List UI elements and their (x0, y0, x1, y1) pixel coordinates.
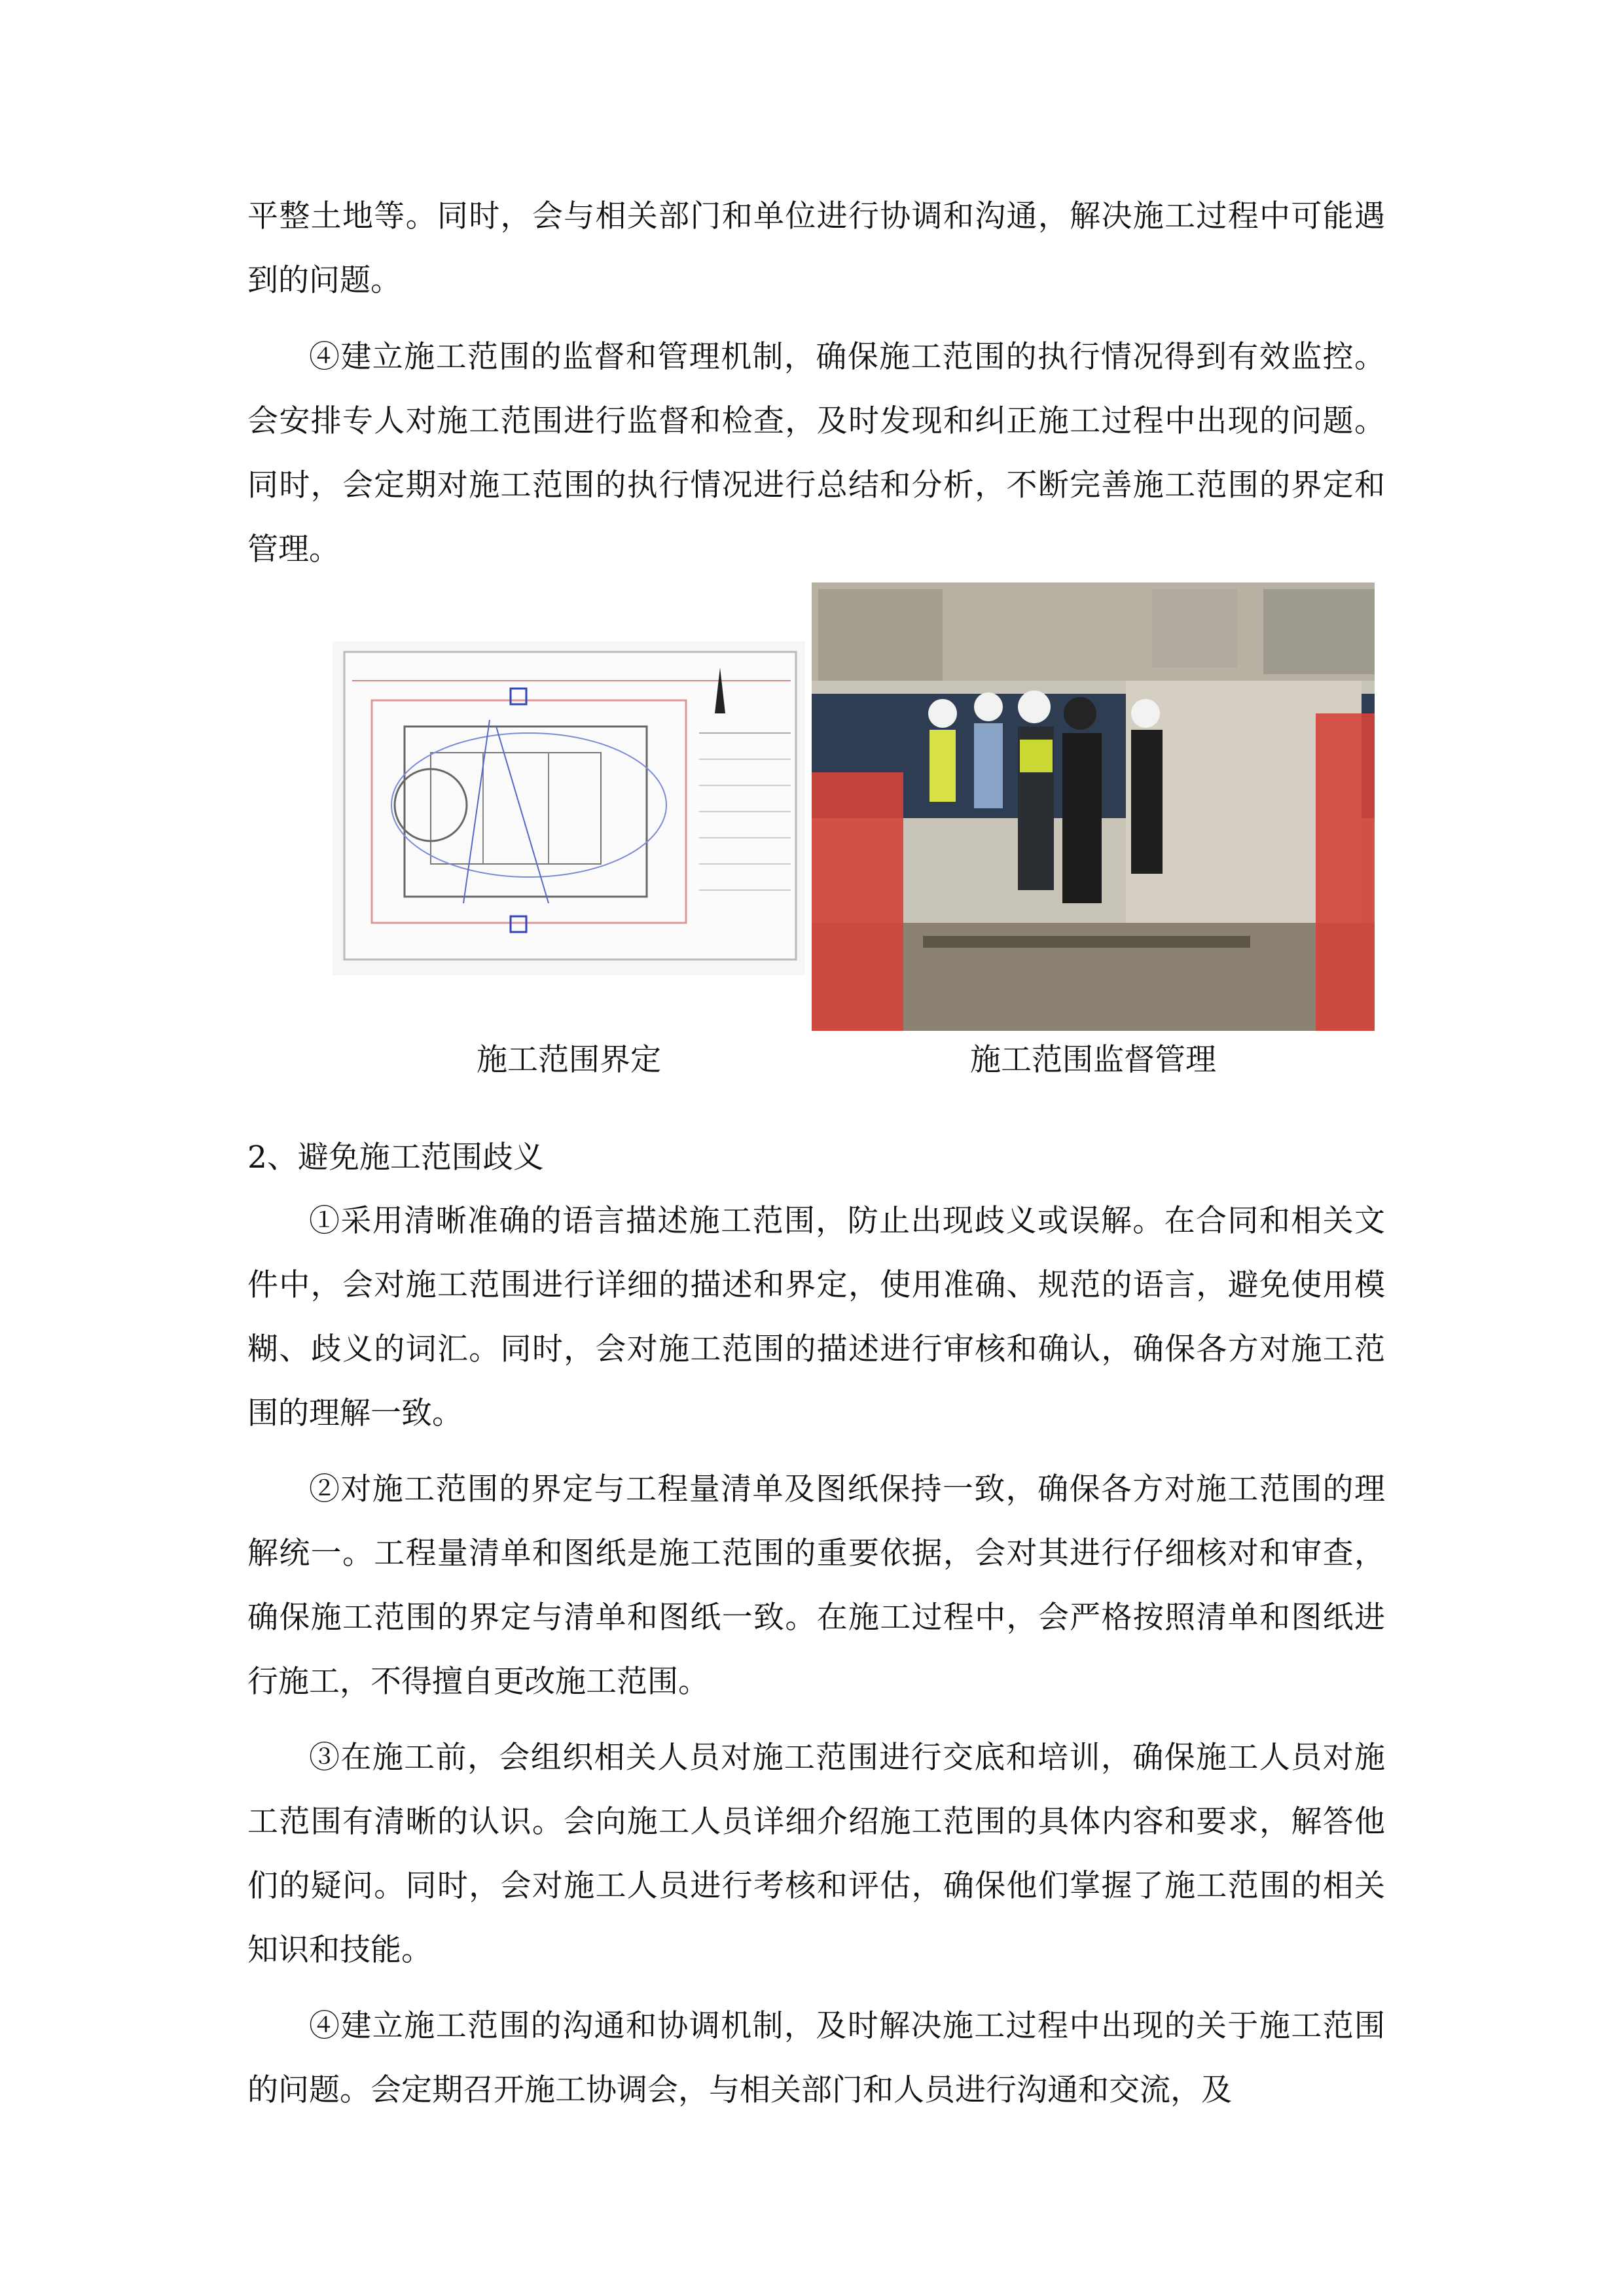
paragraph-clear-language: ①采用清晰准确的语言描述施工范围，防止出现歧义或误解。在合同和相关文件中，会对施工范围进行详细的描述和界定，使用准确、规范的语言，避免使用模糊、歧义的词汇。同时，会对施工范围的描述进行审核和确认，确保各方对施工范围的理解一致。 (247, 1203, 1385, 1431)
paragraph-continued: 平整土地等。同时，会与相关部门和单位进行协调和沟通，解决施工过程中可能遇到的问题。 (247, 198, 1385, 298)
photo-caption: 施工范围监督管理 (970, 1042, 1216, 1078)
paragraph-training: ③在施工前，会组织相关人员对施工范围进行交底和培训，确保施工人员对施工范围有清晰的认识。会向施工人员详细介绍施工范围的具体内容和要求，解答他们的疑问。同时，会对施工人员进行考核和评估，确保他们掌握了施工范围的相关知识和技能。 (247, 1740, 1385, 1968)
site-photo-illustration (812, 583, 1375, 1031)
paragraph-coordination: ④建立施工范围的沟通和协调机制，及时解决施工过程中出现的关于施工范围的问题。会定期召开施工协调会，与相关部门和人员进行沟通和交流，及 (247, 2008, 1385, 2108)
paragraph-consistency: ②对施工范围的界定与工程量清单及图纸保持一致，确保各方对施工范围的理解统一。工程量清单和图纸是施工范围的重要依据，会对其进行仔细核对和审查，确保施工范围的界定与清单和图纸一致。在施工过程中，会严格按照清单和图纸进行施工，不得擅自更改施工范围。 (247, 1471, 1385, 1700)
section-heading: 2、避免施工范围歧义 (247, 1139, 544, 1175)
site-plan-drawing (333, 641, 805, 975)
site-supervision-photo (812, 583, 1375, 1031)
plan-caption: 施工范围界定 (477, 1042, 661, 1078)
site-plan-figure (333, 641, 805, 975)
paragraph-supervision-mechanism: ④建立施工范围的监督和管理机制，确保施工范围的执行情况得到有效监控。会安排专人对施工范围进行监督和检查，及时发现和纠正施工过程中出现的问题。同时，会定期对施工范围的执行情况进行总结和分析，不断完善施工范围的界定和管理。 (247, 339, 1385, 567)
